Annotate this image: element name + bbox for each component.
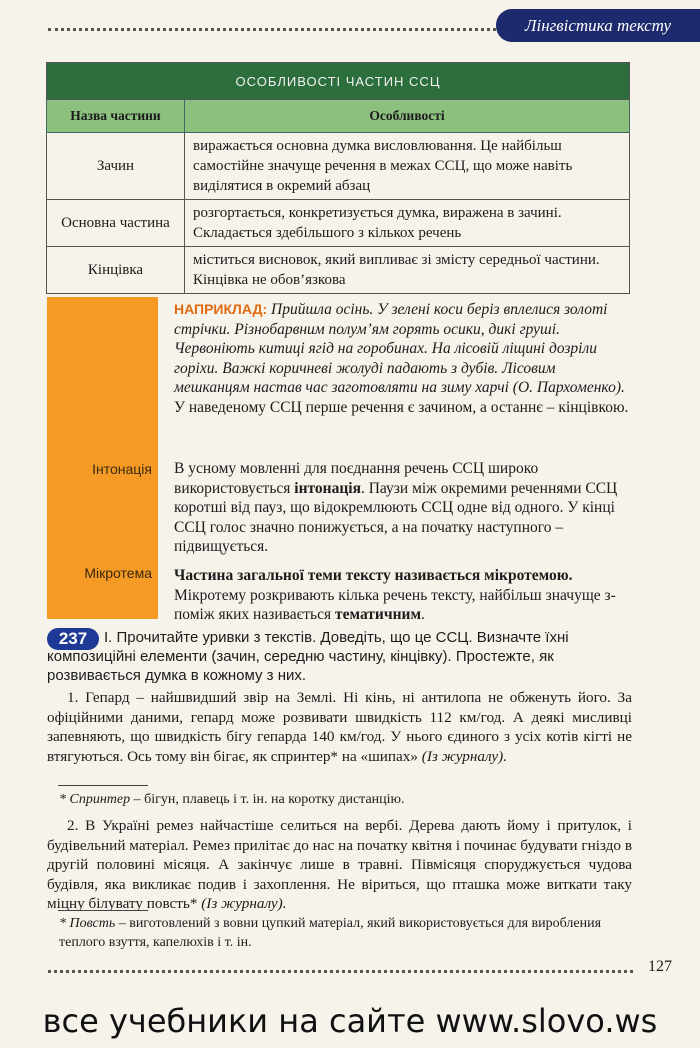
excerpt-2 bbox=[47, 816, 632, 914]
footer-dotted-rule bbox=[48, 970, 633, 973]
footnote-1 bbox=[47, 790, 632, 809]
intonation-text bbox=[174, 459, 630, 557]
intonation-label: Інтонація bbox=[92, 461, 152, 477]
footnote-2 bbox=[47, 914, 632, 952]
excerpt-2-source: (Із журналу). bbox=[197, 895, 287, 912]
exercise-task: I. Прочитайте уривки з текстів. Доведіть, що це ССЦ. Визначте їхні композиційні елементи (зачин, середню частину, кінцівку). Простежте, як розвивається думка в кожному з них. bbox=[47, 629, 569, 684]
microtopic-label: Мікротема bbox=[84, 565, 152, 581]
part-feature: міститься висновок, який випливає зі змісту середньої частини. Кінцівка не обов’язкова bbox=[185, 247, 630, 294]
intonation-term: інтонація bbox=[294, 479, 361, 497]
part-name: Основна частина bbox=[47, 200, 185, 247]
table-title-row bbox=[47, 63, 630, 100]
footnote-2-text: – виготовлений з вовни цупкий матеріал, який використовується для виробления теплого взуття, капелюхів і т. ін. bbox=[59, 916, 602, 950]
table-header-row bbox=[47, 100, 630, 133]
table-row bbox=[47, 133, 630, 200]
table-title: ОСОБЛИВОСТІ ЧАСТИН ССЦ bbox=[47, 63, 630, 100]
example-comment: У наведеному ССЦ перше речення є зачином, а останнє – кінцівкою. bbox=[174, 398, 629, 416]
intonation-text-part: В усному мовленні для поєднання речень ССЦ широко використовується bbox=[174, 460, 539, 497]
column-header-features: Особливості bbox=[185, 100, 630, 133]
intonation-text-part: . Паузи між окремими реченнями ССЦ коротші від пауз, що відокремлюють ССЦ одне від одного. У кінці ССЦ голос значно понижується, а на початку наступного – підвищується. bbox=[174, 479, 618, 555]
excerpt-1-text: 1. Гепард – найшвидший звір на Землі. Ні кінь, ні антилопа не обженуть його. За офіційними даними, гепард може розвивати швидкість 112 км/год. А деякі мисливці запевняють, що швидкість бігу гепарда 140 км/год. У нього єдиного з усіх котів кігті не втягуються. Ось тому він бігає, як спринтер* на «шипах» bbox=[47, 689, 632, 765]
microtopic-text-part: Мікротему розкривають кілька речень тексту, найбільш значуще з-поміж яких називається bbox=[174, 586, 616, 623]
example-label: НАПРИКЛАД: bbox=[174, 301, 268, 317]
header-dotted-rule bbox=[48, 28, 496, 31]
table-row bbox=[47, 200, 630, 247]
footnote-rule bbox=[58, 910, 148, 911]
excerpt-2-text: 2. В Україні ремез найчастіше селиться на вербі. Дерева дають йому і притулок, і будівельний матеріал. Ремез прилітає до нас на початку квітня і починає будувати гніздо в другій половині місяця. А закінчує лише в травні. Півмісяця споруджується чудова будівля, яка викликає подив і захоплення. Не віриться, що пташка може виткати таку міцну білувату повсть* bbox=[47, 817, 632, 912]
part-feature: розгортається, конкретизується думка, виражена в зачині. Складається здебільшого з кількох речень bbox=[185, 200, 630, 247]
part-feature: виражається основна думка висловлювання. Це найбільш самостійне значуще речення в межах ССЦ, що може навіть виділятися в окремий абзац bbox=[185, 133, 630, 200]
footnote-1-term: * Спринтер bbox=[59, 792, 131, 807]
microtopic-definition: Частина загальної теми тексту називається мікротемою. bbox=[174, 567, 573, 584]
footnote-rule bbox=[58, 785, 148, 786]
footnote-1-text: – бігун, плавець і т. ін. на коротку дистанцію. bbox=[130, 792, 405, 807]
page-number: 127 bbox=[648, 958, 672, 975]
exercise-number-badge: 237 bbox=[47, 628, 99, 650]
part-name: Кінцівка bbox=[47, 247, 185, 294]
microtopic-text bbox=[174, 566, 630, 625]
part-name: Зачин bbox=[47, 133, 185, 200]
example-text: Прийшла осінь. У зелені коси беріз вплелися золоті стрічки. Різнобарвним полум’ям горять осики, дикі груші. Червоніють китиці ягід на горобинах. На лісовій лiщині дозріли горіхи. Важкі коричневі жолуді падають з дубів. Лісовим мешканцям настав час заготовляти на зиму харчі (О. Пархоменко). bbox=[174, 301, 625, 396]
table-row bbox=[47, 247, 630, 294]
footnote-2-term: * Повсть bbox=[59, 916, 116, 931]
excerpt-1-source: (Із журналу). bbox=[417, 747, 508, 765]
microtopic-end: . bbox=[421, 606, 425, 623]
example-block bbox=[174, 300, 630, 417]
microtopic-term: тематичним bbox=[335, 606, 421, 623]
parts-table bbox=[46, 62, 630, 294]
excerpt-1 bbox=[47, 688, 632, 766]
section-tag: Лінгвістика тексту bbox=[496, 9, 700, 42]
site-banner: все учебники на сайте www.slovo.ws bbox=[42, 1002, 658, 1040]
column-header-name: Назва частини bbox=[47, 100, 185, 133]
